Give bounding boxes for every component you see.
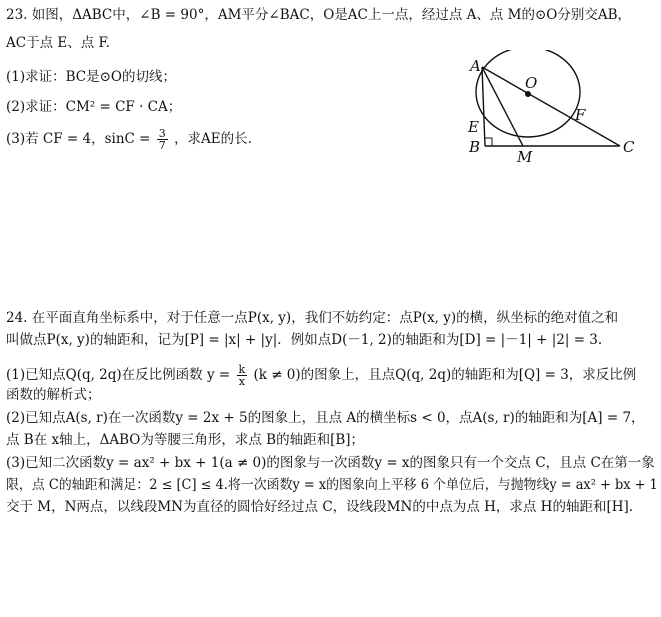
label-o: O [525, 74, 538, 92]
label-c: C [623, 138, 635, 156]
p24-part3a: (3)已知二次函数y = ax² + bx + 1(a ≠ 0)的图象与一次函数y = x的图象只有一个交点 C，且点 C在第一象 [6, 455, 655, 471]
sin-numerator: 3 [158, 127, 166, 140]
p24-part1a-post: (k ≠ 0)的图象上，且点Q(q, 2q)的轴距和为[Q] = 3，求反比例 [253, 367, 637, 383]
right-angle-mark [485, 138, 492, 146]
kx-fraction [237, 364, 248, 387]
sin-fraction [157, 128, 168, 151]
p23-part1: (1)求证：BC是⊙O的切线； [6, 69, 177, 85]
p24-part3c: 交于 M，N两点，以线段MN为直径的圆恰好经过点 C，设线段MN的中点为点 H，求点 H的轴距和[H]. [6, 499, 634, 515]
label-b: B [469, 138, 481, 156]
p24-part3b: 限，点 C的轴距和满足：2 ≤ [C] ≤ 4.将一次函数y = x的图象向上平移 6 个单位后，与抛物线y = ax² + bx + 1 [6, 477, 658, 493]
label-m: M [517, 148, 533, 166]
geometry-figure [455, 50, 655, 170]
p23-part3 [6, 128, 252, 151]
p24-part2a: (2)已知点A(s, r)在一次函数y = 2x + 5的图象上，且点 A的横坐标s < 0，点A(s, r)的轴距和为[A] = 7， [6, 410, 645, 426]
label-e: E [468, 118, 479, 136]
p23-line1: 23. 如图，ΔABC中，∠B = 90°，AM平分∠BAC，O是AC上一点，经过点 A、点 M的⊙O分别交AB， [6, 7, 632, 23]
p23-line2: AC于点 E、点 F. [6, 35, 111, 51]
p24-part1a-pre: (1)已知点Q(q, 2q)在反比例函数 y = [6, 367, 231, 383]
label-f: F [575, 106, 586, 124]
p24-line2: 叫做点P(x, y)的轴距和，记为[P] = |x| + |y|．例如点D(－1, 2)的轴距和为[D] = |－1| + |2| = 3. [6, 332, 603, 348]
p24-line1: 24. 在平面直角坐标系中，对于任意一点P(x, y)，我们不妨约定：点P(x, y)的横，纵坐标的绝对值之和 [6, 310, 619, 326]
x-denominator: x [238, 375, 245, 388]
p24-part1b: 函数的解析式； [6, 387, 101, 403]
label-a: A [470, 57, 481, 75]
p23-part3-pre: (3)若 CF = 4，sinC = [6, 131, 151, 147]
segment-ab [482, 67, 485, 146]
p24-part2b: 点 B在 x轴上，ΔABO为等腰三角形，求点 B的轴距和[B]； [6, 432, 365, 448]
p24-part1a [6, 364, 636, 387]
p23-part3-post: ，求AE的长. [174, 131, 252, 147]
k-numerator: k [238, 363, 246, 376]
sin-denominator: 7 [158, 139, 166, 152]
p23-part2: (2)求证：CM² = CF · CA； [6, 99, 182, 115]
